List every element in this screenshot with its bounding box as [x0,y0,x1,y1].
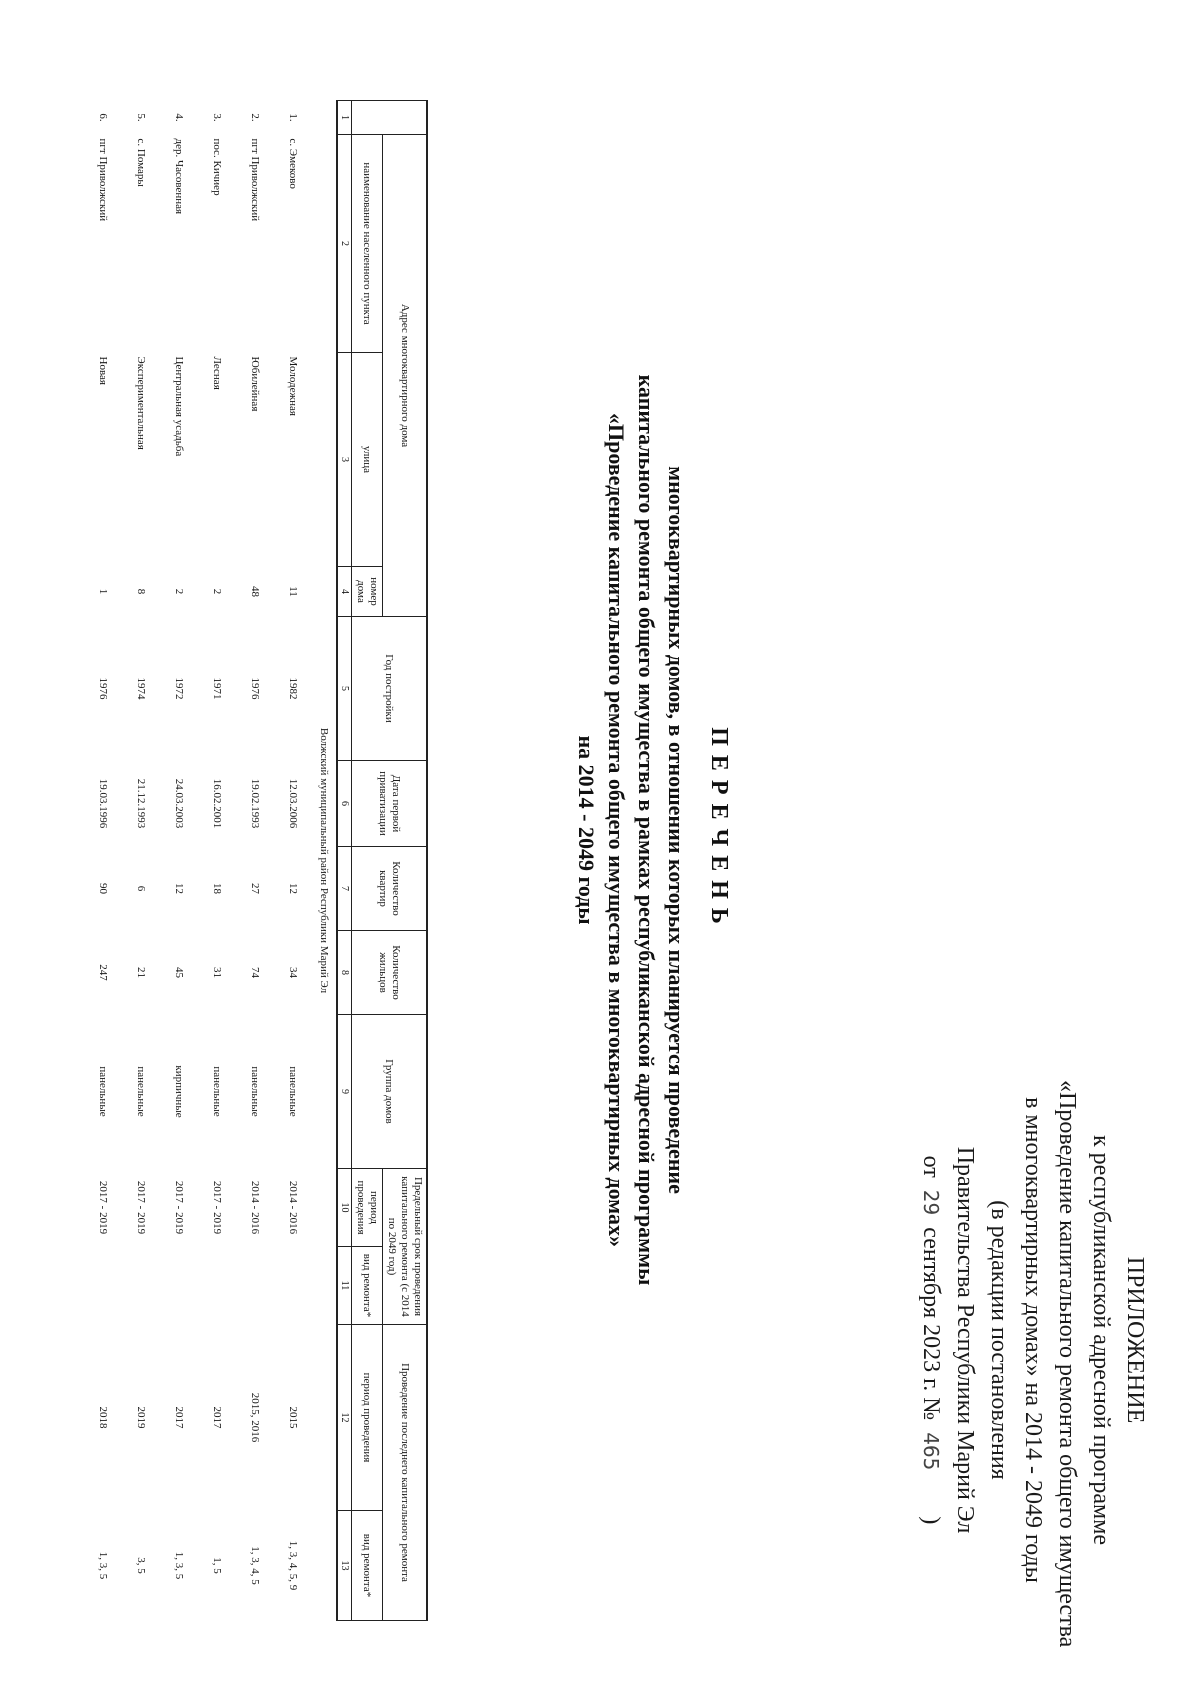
cell-house-group: кирпичные [173,1065,185,1118]
cell-residents: 34 [287,967,299,978]
header-house-number: номер дома [352,567,383,617]
column-number-row [337,101,352,1621]
cell-privatization-date: 19.02.1993 [249,778,261,829]
cell-last-type: 1, 3, 4, 5, 9 [287,1540,299,1591]
appendix-line-5: Правительства Республики Марий Эл [952,1146,978,1534]
cell-residents: 45 [173,967,185,978]
appendix-line-3: в многоквартирных домах» на 2014 - 2049 годы [1020,1097,1046,1583]
header-last-period: период проведения [352,1325,383,1511]
cell-last-period: 2015 [287,1406,299,1429]
buildings-table [84,100,428,1621]
cell-build-year: 1976 [97,677,109,700]
cell-last-period: 2019 [135,1406,147,1429]
cell-street: Экспериментальная [135,356,147,450]
cell-apartments: 12 [287,883,299,894]
cell-residents: 21 [135,967,147,978]
cell-street: Молодежная [287,356,299,416]
date-suffix: ) [918,1516,944,1525]
appendix-heading: ПРИЛОЖЕНИЕ [1122,1256,1148,1424]
document-number: 465 [919,1432,943,1471]
region-row [312,101,337,1621]
cell-street: Юбилейная [249,356,261,412]
date-rest: сентября 2023 г. № [918,1227,944,1421]
table-header [337,101,427,1621]
cell-privatization-date: 16.02.2001 [211,778,223,829]
appendix-line-2: «Проведение капитального ремонта общего имущества [1054,1080,1080,1648]
cell-deadline-period: 2014 - 2016 [287,1180,299,1235]
header-street: улица [352,353,383,567]
header-last-type: вид ремонта* [352,1511,383,1621]
cell-house-number: 1 [97,588,109,595]
cell-house-number: 48 [249,586,261,597]
table-row [122,101,160,1621]
header-build-year: Год постройки [352,617,428,761]
title-line-2: капитального ремонта общего имущества в рамках республиканской адресной программы [634,374,659,1286]
cell-locality: с. Помары [135,138,147,187]
cell-deadline-period: 2017 - 2019 [97,1180,109,1235]
cell-house-group: панельные [211,1066,223,1117]
cell-privatization-date: 24.03.2003 [173,778,185,829]
header-locality: наименование населенного пункта [352,135,383,353]
cell-locality: с. Эмеково [287,138,299,189]
header-address: Адрес многоквартирного дома [383,135,428,617]
cell-deadline-type [122,1247,160,1325]
header-residents: Количество жильцов [352,931,428,1015]
table-row [84,101,122,1621]
cell-last-type: 1, 3, 4, 5 [249,1546,261,1585]
region-name: Волжский муниципальный район Республики Марий Эл [312,101,337,1621]
header-deadline-period: период проведения [352,1169,383,1247]
table-row [160,101,198,1621]
table-body [84,101,337,1621]
cell-index: 1. [287,113,299,122]
cell-last-type: 1, 3, 5 [97,1551,109,1580]
header-last-repair: Проведение последнего капитального ремонта [383,1325,428,1621]
cell-house-number: 11 [287,586,299,597]
cell-apartments: 12 [173,883,185,894]
cell-deadline-period: 2017 - 2019 [135,1180,147,1235]
title-line-3: «Проведение капитального ремонта общего имущества в многоквартирных домах» [604,413,629,1247]
cell-index: 3. [211,113,223,122]
cell-deadline-period: 2017 - 2019 [173,1180,185,1235]
cell-deadline-type [198,1247,236,1325]
title-line-1: многоквартирных домов, в отношении которых планируется проведение [664,466,689,1194]
column-number: 8 [337,931,352,1015]
date-prefix: от [918,1155,944,1178]
cell-build-year: 1974 [135,677,147,700]
cell-street: Новая [97,356,109,385]
column-number: 10 [337,1169,352,1247]
cell-deadline-type [274,1247,312,1325]
column-number: 9 [337,1015,352,1169]
cell-build-year: 1971 [211,677,223,700]
cell-apartments: 6 [135,885,147,892]
appendix-line-4: (в редакции постановления [986,1200,1012,1480]
cell-build-year: 1972 [173,677,185,700]
cell-deadline-period: 2017 - 2019 [211,1180,223,1235]
cell-last-period: 2015, 2016 [249,1392,261,1443]
cell-house-group: панельные [287,1066,299,1117]
cell-locality: пгт Приволжский [97,138,109,222]
cell-locality: пгт Приволжский [249,138,261,222]
cell-house-group: панельные [249,1066,261,1117]
cell-last-type: 1, 5 [211,1557,223,1574]
cell-house-group: панельные [135,1066,147,1117]
cell-privatization-date: 12.03.2006 [287,778,299,829]
cell-house-number: 8 [135,588,147,595]
cell-apartments: 27 [249,883,261,894]
column-number: 6 [337,761,352,847]
column-number: 1 [337,101,352,135]
cell-last-type: 3, 5 [135,1557,147,1574]
date-day: 29 [919,1189,943,1216]
cell-house-number: 2 [173,588,185,595]
cell-index: 5. [135,113,147,122]
document-title-block [571,180,732,1480]
cell-last-period: 2017 [211,1406,223,1429]
cell-house-number: 2 [211,588,223,595]
cell-house-group: панельные [97,1066,109,1117]
cell-locality: пос. Кичиер [211,138,223,196]
cell-build-year: 1982 [287,677,299,700]
header-index [352,101,428,135]
cell-index: 6. [97,113,109,122]
cell-residents: 31 [211,967,223,978]
cell-locality: дер. Часовенная [173,138,185,215]
document-title: ПЕРЕЧЕНЬ [706,727,732,933]
cell-deadline-type [84,1247,122,1325]
cell-street: Лесная [211,356,223,390]
cell-apartments: 90 [97,883,109,894]
title-line-4: на 2014 - 2049 годы [574,735,599,925]
header-house-group: Группа домов [352,1015,428,1169]
table-row [274,101,312,1621]
column-number: 5 [337,617,352,761]
appendix-date-line [914,1080,948,1600]
cell-last-period: 2017 [173,1406,185,1429]
cell-privatization-date: 21.12.1993 [135,778,147,829]
header-deadline-type: вид ремонта* [352,1247,383,1325]
cell-deadline-type [160,1247,198,1325]
cell-index: 2. [249,113,261,122]
cell-privatization-date: 19.03.1996 [97,778,109,829]
cell-build-year: 1976 [249,677,261,700]
cell-deadline-type [236,1247,274,1325]
cell-residents: 247 [97,964,109,981]
cell-deadline-period: 2014 - 2016 [249,1180,261,1235]
cell-street: Центральная усадьба [173,356,185,457]
cell-apartments: 18 [211,883,223,894]
cell-last-period: 2018 [97,1406,109,1429]
header-apartments: Количество квартир [352,847,428,931]
cell-residents: 74 [249,967,261,978]
header-first-privatization: Дата первой приватизации [352,761,428,847]
table-row [198,101,236,1621]
column-number: 2 [337,135,352,353]
column-number: 4 [337,567,352,617]
appendix-approval-block [914,1080,1152,1648]
cell-last-type: 1, 3, 5 [173,1551,185,1580]
table-row [236,101,274,1621]
cell-index: 4. [173,113,185,122]
column-number: 12 [337,1325,352,1511]
column-number: 7 [337,847,352,931]
column-number: 13 [337,1511,352,1621]
column-number: 11 [337,1247,352,1325]
column-number: 3 [337,353,352,567]
header-deadline: Предельный срок проведения капитального ремонта (с 2014 по 2049 год) [383,1169,428,1325]
appendix-line-1: к республиканской адресной программе [1088,1134,1114,1546]
